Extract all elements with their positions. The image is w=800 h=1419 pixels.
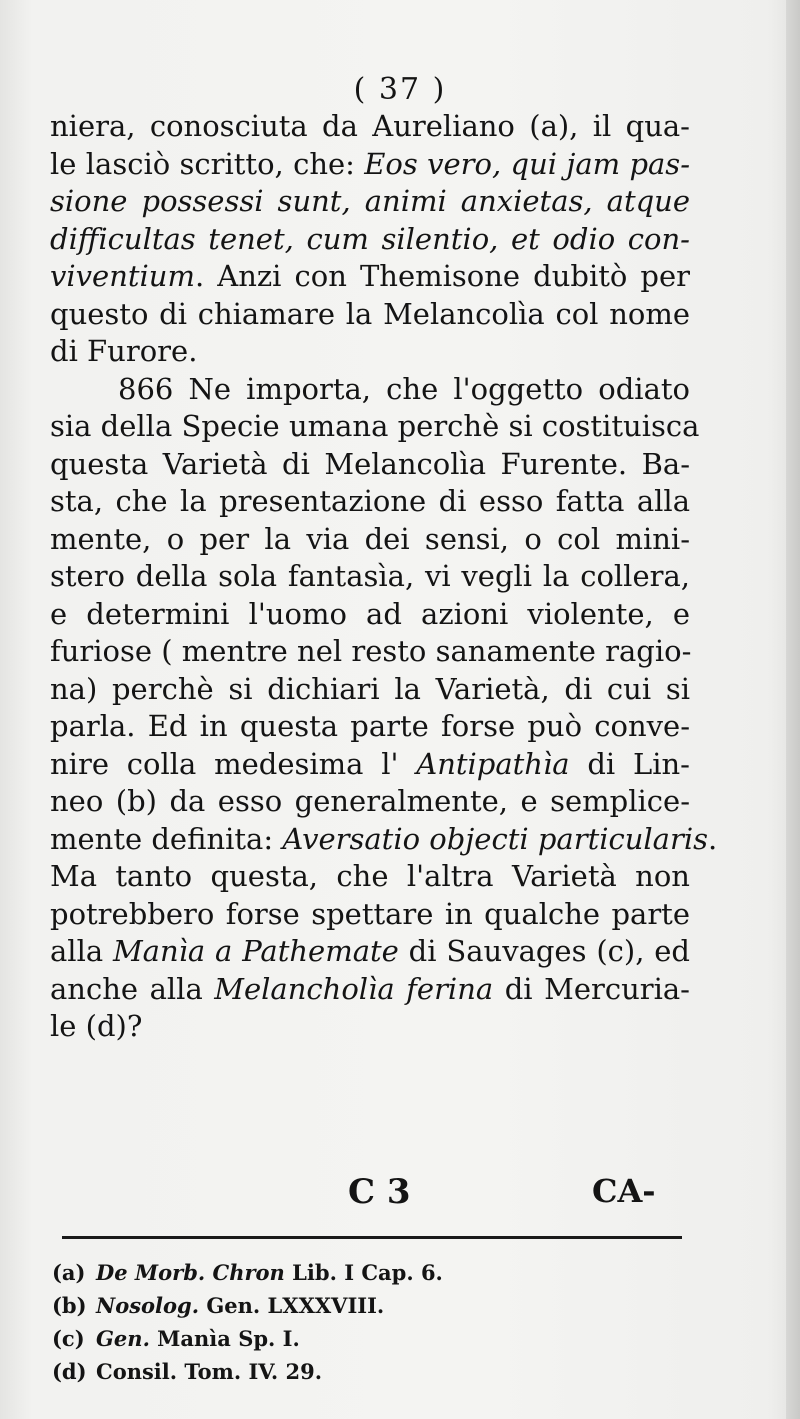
footnote-text: Consil. Tom. IV. 29.	[96, 1359, 323, 1384]
footnote-mark: (b)	[52, 1293, 87, 1318]
italic-text: Manìa a Pathemate	[112, 934, 399, 968]
text-line	[50, 746, 690, 784]
text-line	[50, 933, 690, 971]
text-line	[50, 596, 690, 634]
text-line	[50, 633, 690, 671]
text-run: sia della Specie umana perchè si costituisca	[50, 409, 700, 443]
text-run: parla. Ed in questa parte forse può conve-	[50, 709, 690, 743]
footnotes	[52, 1256, 692, 1388]
text-run: le (d)?	[50, 1009, 143, 1043]
text-line	[50, 783, 690, 821]
signature-row	[0, 1172, 800, 1222]
text-line	[50, 108, 690, 146]
text-run: di Lin-	[569, 746, 690, 781]
text-run: di Mercuria-	[493, 971, 690, 1006]
footnote-text: De Morb. Chron	[96, 1260, 285, 1285]
text-line	[50, 971, 690, 1009]
italic-text: Aversatio objecti particularis	[282, 821, 708, 856]
text-line	[50, 296, 690, 334]
italic-text: viventium	[50, 259, 195, 293]
text-run: questa Varietà di Melancolìa Furente. Ba-	[50, 446, 690, 481]
footnote	[52, 1256, 692, 1289]
text-line	[50, 1008, 690, 1046]
footnote-mark: (a)	[52, 1260, 86, 1285]
text-run: .	[708, 821, 718, 856]
footnote-text: Gen.	[96, 1326, 150, 1351]
text-run: Ma tanto questa, che l'altra Varietà non	[50, 859, 690, 893]
text-line	[50, 183, 690, 221]
text-line	[50, 258, 690, 296]
catchword: CA-	[592, 1172, 656, 1210]
text-run: potrebbero forse spettare in qualche parte	[50, 896, 690, 931]
text-run: 866 Ne importa, che l'oggetto odiato	[118, 371, 690, 406]
text-run: e determini l'uomo ad azioni violente, e	[50, 596, 690, 631]
footnote	[52, 1289, 692, 1322]
text-run: na) perchè si dichiari la Varietà, di cui si	[50, 671, 690, 706]
footnote-text: Nosolog.	[96, 1293, 200, 1318]
text-line	[50, 558, 690, 596]
footnote-mark: (d)	[52, 1359, 87, 1384]
footnote-text: Manìa Sp. I.	[149, 1326, 300, 1351]
text-line	[50, 821, 718, 859]
page-number: ( 37 )	[353, 72, 447, 107]
text-run: niera, conosciuta da Aureliano (a), il qua-	[50, 109, 690, 143]
italic-text: Antipathìa	[416, 746, 570, 781]
text-line	[50, 408, 700, 446]
text-line	[50, 333, 690, 371]
text-run: nire colla medesima l'	[50, 746, 417, 781]
text-run: di Furore.	[50, 334, 198, 368]
text-line	[50, 858, 690, 896]
text-line	[50, 446, 690, 484]
italic-text: Melancholìa ferina	[214, 971, 494, 1006]
text-line	[50, 896, 690, 934]
text-line	[50, 708, 690, 746]
italic-text: Eos vero, qui jam pas-	[364, 146, 690, 181]
text-run: mente, o per la via dei sensi, o col mini-	[50, 521, 690, 556]
signature-mark: C 3	[348, 1172, 411, 1212]
footnote-mark: (c)	[52, 1326, 85, 1351]
text-run: anche alla	[50, 971, 215, 1006]
footnote-text: Gen. LXXXVIII.	[199, 1293, 385, 1318]
text-run: furiose ( mentre nel resto sanamente ragio-	[50, 634, 692, 668]
body-text	[50, 108, 718, 1046]
text-run: mente definita:	[50, 821, 283, 856]
footnote-text: Lib. I Cap. 6.	[284, 1260, 443, 1285]
text-line	[50, 146, 690, 184]
footnote	[52, 1322, 692, 1355]
text-line	[50, 671, 690, 709]
text-run: alla	[50, 934, 113, 968]
text-run: di Sauvages (c), ed	[398, 934, 690, 968]
text-line	[50, 221, 690, 259]
text-run: le lasciò scritto, che:	[50, 146, 365, 181]
text-run: stero della sola fantasìa, vi vegli la collera,	[50, 559, 690, 593]
text-run: questo di chiamare la Melancolìa col nome	[50, 296, 690, 331]
footnote	[52, 1355, 692, 1388]
italic-text: difficultas tenet, cum silentio, et odio con-	[50, 221, 690, 256]
text-line	[50, 371, 690, 409]
footnote-rule	[62, 1236, 682, 1239]
text-run: neo (b) da esso generalmente, e semplice-	[50, 784, 690, 818]
text-run: sta, che la presentazione di esso fatta alla	[50, 484, 690, 518]
text-line	[50, 483, 690, 521]
text-line	[50, 521, 690, 559]
text-run: . Anzi con Themisone dubitò per	[195, 259, 690, 293]
italic-text: sione possessi sunt, animi anxietas, atque	[50, 184, 690, 218]
